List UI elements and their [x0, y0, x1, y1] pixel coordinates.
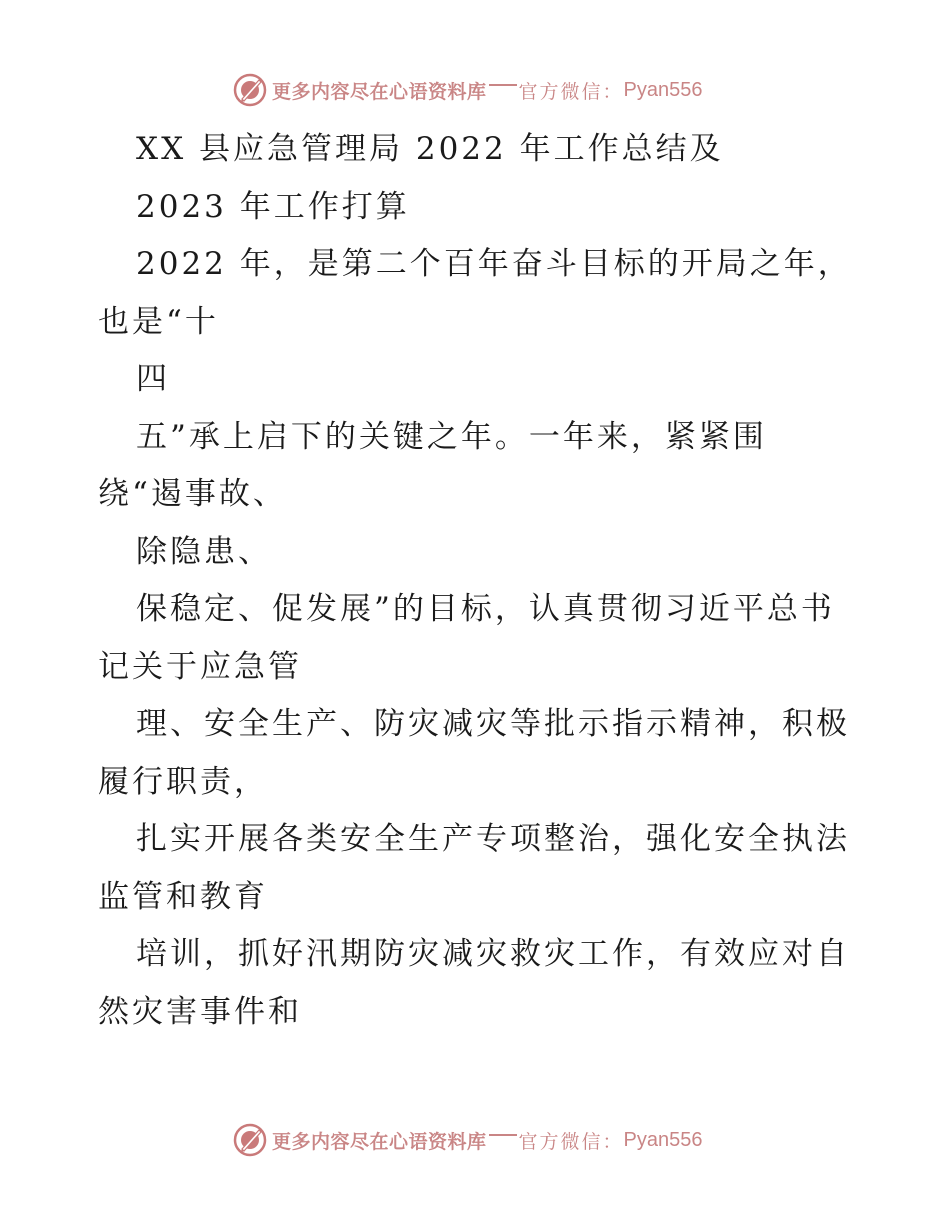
paragraph-line: 记关于应急管 — [98, 648, 302, 685]
paragraph-line: 培训，抓好汛期防灾减灾救灾工作，有效应对自 — [136, 936, 850, 972]
paragraph-line: 然灾害事件和 — [98, 993, 302, 1030]
watermark-official-label: 官方微信： — [518, 1130, 624, 1153]
doc-title-line-1: XX 县应急管理局 2022 年工作总结及 — [136, 131, 724, 167]
paragraph-line: 四 — [136, 361, 170, 397]
watermark-text: 更多内容尽在心语资料库 — [272, 1130, 487, 1153]
document-body — [98, 126, 858, 1046]
doc-title-line-2: 2023 年工作打算 — [136, 188, 410, 225]
paragraph-line: 除隐患、 — [136, 533, 272, 570]
paragraph-line: 扎实开展各类安全生产专项整治，强化安全执法 — [136, 821, 850, 857]
watermark-wechat-id: Pyan556 — [623, 1128, 703, 1151]
watermark-text: 更多内容尽在心语资料库 — [272, 80, 487, 103]
paragraph-line: 监管和教育 — [98, 878, 268, 915]
watermark-separator — [489, 84, 517, 86]
watermark-banner-bottom — [232, 1120, 752, 1160]
watermark-wechat-id: Pyan556 — [623, 78, 703, 101]
paragraph-line: 绕“遏事故、 — [98, 476, 287, 512]
paragraph-line: 五”承上启下的关键之年。一年来，紧紧围 — [136, 418, 767, 455]
logo-icon — [232, 1122, 268, 1158]
watermark-banner-top — [232, 70, 752, 110]
watermark-official-label: 官方微信： — [518, 80, 624, 103]
paragraph-line: 也是“十 — [98, 303, 219, 340]
paragraph-line: 理、安全生产、防灾减灾等批示指示精神，积极 — [136, 706, 850, 742]
paragraph-line: 2022 年，是第二个百年奋斗目标的开局之年， — [136, 246, 852, 282]
paragraph-line: 履行职责， — [98, 763, 268, 800]
watermark-separator — [489, 1134, 517, 1136]
paragraph-line: 保稳定、促发展”的目标，认真贯彻习近平总书 — [136, 591, 835, 627]
logo-icon — [232, 72, 268, 108]
